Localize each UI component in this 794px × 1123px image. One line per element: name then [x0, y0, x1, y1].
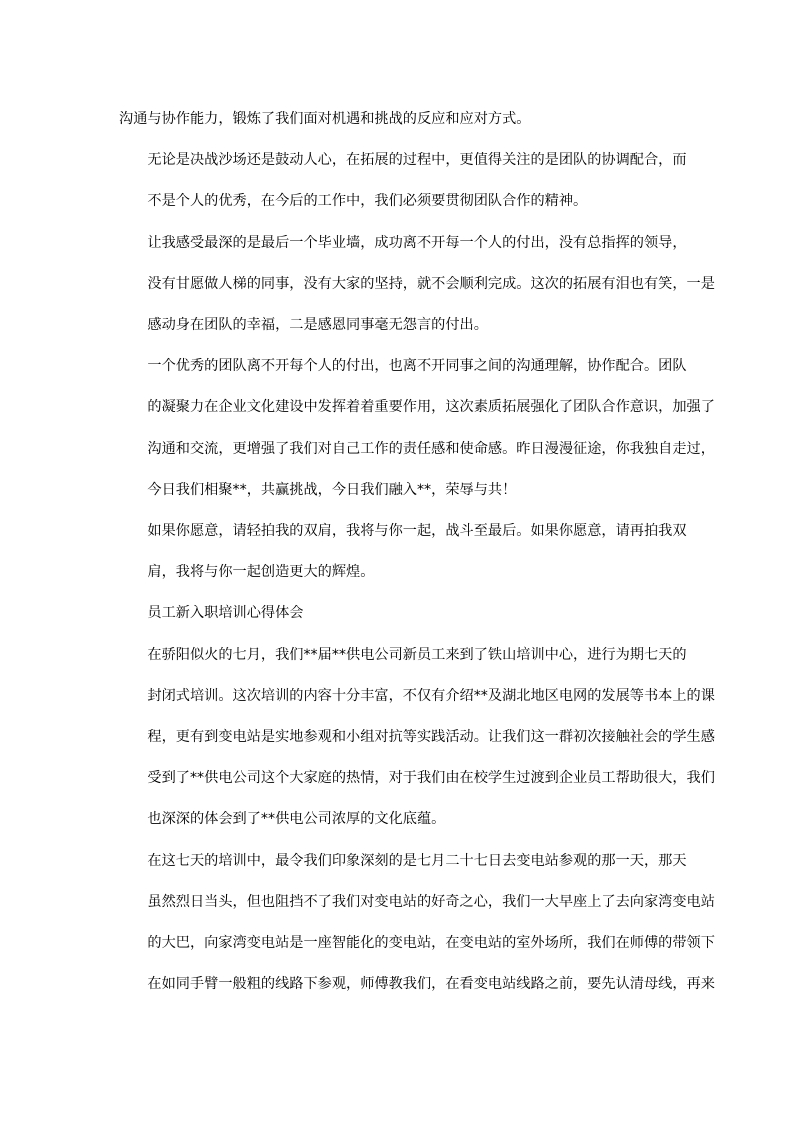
text-line: 肩，我将与你一起创造更大的辉煌。: [147, 564, 375, 581]
text-line: 沟通和交流，更增强了我们对自己工作的责任感和使命感。昨日漫漫征途，你我独自走过，: [147, 440, 715, 457]
text-line: 一个优秀的团队离不开每个人的付出，也离不开同事之间的沟通理解，协作配合。团队: [147, 358, 687, 375]
text-line: 的大巴，向家湾变电站是一座智能化的变电站，在变电站的室外场所，我们在师傅的带领下: [147, 935, 715, 952]
paragraph: [119, 223, 715, 347]
section-heading: [119, 593, 679, 634]
paragraph: [119, 511, 687, 593]
paragraph: [119, 841, 715, 1006]
text-line: 在如同手臂一般粗的线路下参观，师傅教我们，在看变电站线路之前，要先认清母线，再来: [147, 976, 715, 993]
text-line: 受到了**供电公司这个大家庭的热情，对于我们由在校学生过渡到企业员工帮助很大，我们: [147, 770, 715, 787]
text-line: 今日我们相聚**，共赢挑战，今日我们融入**，荣辱与共！: [147, 481, 517, 498]
document-body: [119, 99, 715, 1005]
text-line: 也深深的体会到了**供电公司浓厚的文化底蕴。: [147, 811, 446, 828]
paragraph: [119, 99, 679, 140]
text-line: 感动身在团队的幸福，二是感恩同事毫无怨言的付出。: [147, 317, 488, 334]
paragraph: [119, 140, 687, 222]
heading-line: 员工新入职培训心得体会: [147, 605, 304, 622]
paragraph: [119, 346, 715, 511]
text-line: 封闭式培训。这次培训的内容十分丰富，不仅有介绍**及湖北地区电网的发展等书本上的课: [147, 687, 715, 704]
text-line: 在这七天的培训中，最令我们印象深刻的是七月二十七日去变电站参观的那一天，那天: [147, 852, 687, 869]
text-line: 无论是决战沙场还是鼓动人心，在拓展的过程中，更值得关注的是团队的协调配合，而: [147, 152, 687, 169]
text-line: 不是个人的优秀，在今后的工作中，我们必须要贯彻团队合作的精神。: [147, 193, 588, 210]
text-line: 没有甘愿做人梯的同事，没有大家的坚持，就不会顺利完成。这次的拓展有泪也有笑，一是: [147, 275, 715, 292]
text-line: 虽然烈日当头，但也阻挡不了我们对变电站的好奇之心，我们一大早座上了去向家湾变电站: [147, 893, 715, 910]
text-line: 在骄阳似火的七月，我们**届**供电公司新员工来到了铁山培训中心，进行为期七天的: [147, 646, 687, 663]
paragraph: [119, 635, 715, 841]
text-line: 沟通与协作能力，锻炼了我们面对机遇和挑战的反应和应对方式。: [119, 111, 531, 127]
text-line: 让我感受最深的是最后一个毕业墙，成功离不开每一个人的付出，没有总指挥的领导，: [147, 234, 687, 251]
text-line: 的凝聚力在企业文化建设中发挥着着重要作用，这次素质拓展强化了团队合作意识，加强了: [147, 399, 715, 416]
text-line: 如果你愿意，请轻拍我的双肩，我将与你一起，战斗至最后。如果你愿意，请再拍我双: [147, 523, 687, 540]
text-line: 程，更有到变电站是实地参观和小组对抗等实践活动。让我们这一群初次接触社会的学生感: [147, 729, 715, 746]
